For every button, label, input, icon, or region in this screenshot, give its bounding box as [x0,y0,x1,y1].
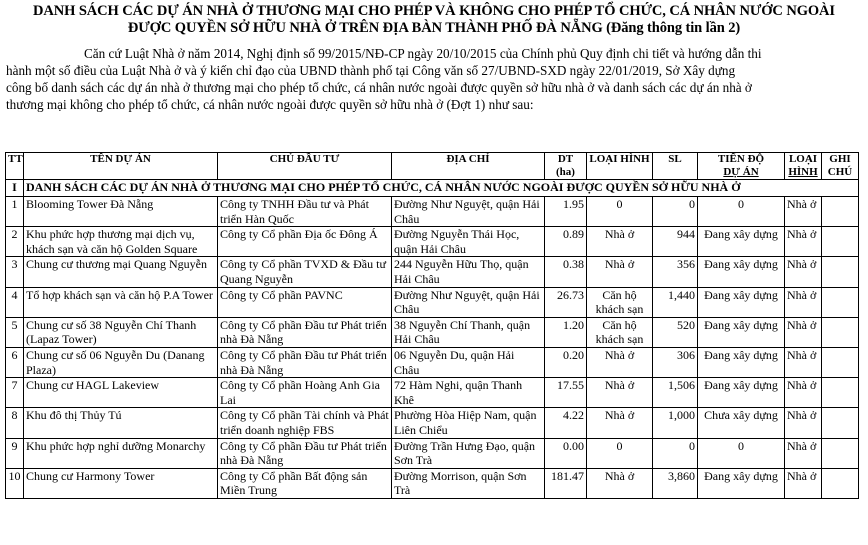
cell-progress: Đang xây dựng [698,347,785,377]
cell-tt: 6 [6,347,24,377]
cell-qty: 306 [653,347,698,377]
cell-kind: Nhà ở [785,347,822,377]
cell-progress: 0 [698,197,785,227]
cell-owner: Công ty Cổ phần Tài chính và Phát triển doanh nghiệp FBS [218,408,392,438]
cell-type: 0 [587,438,653,468]
cell-address: Đường Như Nguyệt, quận Hải Châu [392,197,545,227]
cell-owner: Công ty Cổ phần Đầu tư Phát triển nhà Đà Nẵng [218,317,392,347]
cell-type: 0 [587,197,653,227]
header-qty: SL [653,153,698,180]
cell-qty: 944 [653,227,698,257]
cell-area: 181.47 [545,468,587,498]
cell-owner: Công ty Cổ phần Đầu tư Phát triển nhà Đà Nẵng [218,438,392,468]
cell-type: Nhà ở [587,408,653,438]
cell-area: 0.00 [545,438,587,468]
cell-area: 0.38 [545,257,587,287]
header-area: DT (ha) [545,153,587,180]
section-row [6,180,859,197]
cell-name: Tổ hợp khách sạn và căn hộ P.A Tower [24,287,218,317]
cell-area: 4.22 [545,408,587,438]
intro-line-2: hành một số điều của Luật Nhà ở và ý kiến chỉ đạo của UBND thành phố tại Công văn số 27/UBND-SXD ngày 22/01/2019, Sở Xây dựng [6,63,736,78]
cell-progress: Đang xây dựng [698,227,785,257]
cell-progress: 0 [698,438,785,468]
projects-table [5,152,859,499]
cell-type: Nhà ở [587,227,653,257]
cell-qty: 0 [653,438,698,468]
cell-note [822,257,859,287]
cell-kind: Nhà ở [785,408,822,438]
cell-progress: Đang xây dựng [698,287,785,317]
cell-address: Đường Trần Hưng Đạo, quận Sơn Trà [392,438,545,468]
header-owner: CHỦ ĐẦU TƯ [218,153,392,180]
cell-name: Khu phức hợp nghỉ dưỡng Monarchy [24,438,218,468]
table-header-row [6,153,859,180]
cell-address: 72 Hàm Nghi, quận Thanh Khê [392,378,545,408]
header-name: TÊN DỰ ÁN [24,153,218,180]
header-type: LOẠI HÌNH [587,153,653,180]
header-progress: TIẾN ĐỘ DỰ ÁN [698,153,785,180]
cell-qty: 356 [653,257,698,287]
cell-progress: Đang xây dựng [698,468,785,498]
cell-area: 1.95 [545,197,587,227]
intro-line-4: thương mại không cho phép tổ chức, cá nhân nước ngoài được quyền sở hữu nhà ở (Đợt 1) như sau: [6,97,534,112]
table-row [6,197,859,227]
cell-tt: 8 [6,408,24,438]
table-row [6,408,859,438]
cell-name: Khu phức hợp thương mại dịch vụ, khách sạn và căn hộ Golden Square [24,227,218,257]
table-row [6,257,859,287]
header-kind: LOẠI HÌNH [785,153,822,180]
cell-area: 26.73 [545,287,587,317]
cell-tt: 4 [6,287,24,317]
cell-name: Khu đô thị Thủy Tú [24,408,218,438]
cell-note [822,287,859,317]
cell-kind: Nhà ở [785,378,822,408]
cell-address: Phường Hòa Hiệp Nam, quận Liên Chiểu [392,408,545,438]
cell-type: Nhà ở [587,257,653,287]
cell-name: Chung cư số 38 Nguyễn Chí Thanh (Lapaz Tower) [24,317,218,347]
table-row [6,347,859,377]
cell-kind: Nhà ở [785,197,822,227]
cell-kind: Nhà ở [785,227,822,257]
cell-address: 38 Nguyễn Chí Thanh, quận Hải Châu [392,317,545,347]
header-tt: TT [6,153,24,180]
cell-progress: Đang xây dựng [698,378,785,408]
cell-progress: Đang xây dựng [698,257,785,287]
title-line-1: DANH SÁCH CÁC DỰ ÁN NHÀ Ở THƯƠNG MẠI CHO PHÉP VÀ KHÔNG CHO PHÉP TỔ CHỨC, CÁ NHÂN NƯỚC NGOÀI [33,3,835,19]
cell-area: 1.20 [545,317,587,347]
intro-line-1: Căn cứ Luật Nhà ở năm 2014, Nghị định số 99/2015/NĐ-CP ngày 20/10/2015 của Chính phủ Quy định chi tiết và hướng dẫn thi [84,46,762,61]
table-row [6,378,859,408]
header-address: ĐỊA CHỈ [392,153,545,180]
cell-qty: 1,506 [653,378,698,408]
cell-tt: 3 [6,257,24,287]
cell-note [822,378,859,408]
cell-name: Chung cư thương mại Quang Nguyễn [24,257,218,287]
cell-kind: Nhà ở [785,438,822,468]
cell-name: Chung cư HAGL Lakeview [24,378,218,408]
cell-name: Blooming Tower Đà Nẵng [24,197,218,227]
cell-owner: Công ty Cổ phần Hoàng Anh Gia Lai [218,378,392,408]
table-row [6,317,859,347]
title-line-2: ĐƯỢC QUYỀN SỞ HỮU NHÀ Ở TRÊN ĐỊA BÀN THÀNH PHỐ ĐÀ NẴNG (Đăng thông tin lần 2) [127,20,741,36]
table-row [6,438,859,468]
cell-tt: 7 [6,378,24,408]
cell-tt: 9 [6,438,24,468]
cell-type: Nhà ở [587,347,653,377]
cell-tt: 5 [6,317,24,347]
cell-type: Nhà ở [587,378,653,408]
cell-owner: Công ty Cổ phần PAVNC [218,287,392,317]
cell-note [822,317,859,347]
cell-note [822,197,859,227]
cell-qty: 0 [653,197,698,227]
cell-note [822,468,859,498]
cell-area: 17.55 [545,378,587,408]
document-title [6,3,862,37]
cell-tt: 1 [6,197,24,227]
cell-qty: 520 [653,317,698,347]
table-row [6,227,859,257]
cell-address: 244 Nguyễn Hữu Thọ, quận Hải Châu [392,257,545,287]
cell-name: Chung cư Harmony Tower [24,468,218,498]
section-label: DANH SÁCH CÁC DỰ ÁN NHÀ Ở THƯƠNG MẠI CHO PHÉP TỔ CHỨC, CÁ NHÂN NƯỚC NGOÀI ĐƯỢC QUYỀN SỞ HỮU NHÀ Ở [24,180,859,197]
table-row [6,468,859,498]
cell-type: Căn hộ khách sạn [587,317,653,347]
cell-note [822,347,859,377]
cell-area: 0.89 [545,227,587,257]
cell-owner: Công ty Cổ phần Địa ốc Đông Á [218,227,392,257]
section-number: I [6,180,24,197]
cell-progress: Chưa xây dựng [698,408,785,438]
cell-type: Nhà ở [587,468,653,498]
cell-tt: 10 [6,468,24,498]
cell-kind: Nhà ở [785,287,822,317]
cell-qty: 1,000 [653,408,698,438]
cell-owner: Công ty Cổ phần TVXD & Đầu tư Quang Nguyễn [218,257,392,287]
cell-area: 0.20 [545,347,587,377]
cell-kind: Nhà ở [785,468,822,498]
cell-owner: Công ty Cổ phần Bất động sản Miền Trung [218,468,392,498]
cell-kind: Nhà ở [785,257,822,287]
cell-kind: Nhà ở [785,317,822,347]
table-row [6,287,859,317]
cell-address: Đường Nguyễn Thái Học, quận Hải Châu [392,227,545,257]
cell-qty: 1,440 [653,287,698,317]
cell-note [822,227,859,257]
header-note: GHI CHÚ [822,153,859,180]
intro-line-3: công bố danh sách các dự án nhà ở thương mại cho phép tổ chức, cá nhân nước ngoài được quyền sở hữu nhà ở và danh sách các dự án nhà ở [6,80,752,95]
intro-paragraph [6,45,862,113]
cell-qty: 3,860 [653,468,698,498]
cell-type: Căn hộ khách sạn [587,287,653,317]
cell-tt: 2 [6,227,24,257]
cell-address: Đường Như Nguyệt, quận Hải Châu [392,287,545,317]
cell-address: 06 Nguyễn Du, quận Hải Châu [392,347,545,377]
cell-owner: Công ty TNHH Đầu tư và Phát triển Hàn Quốc [218,197,392,227]
cell-name: Chung cư số 06 Nguyễn Du (Danang Plaza) [24,347,218,377]
cell-address: Đường Morrison, quận Sơn Trà [392,468,545,498]
cell-owner: Công ty Cổ phần Đầu tư Phát triển nhà Đà Nẵng [218,347,392,377]
cell-note [822,408,859,438]
cell-note [822,438,859,468]
cell-progress: Đang xây dựng [698,317,785,347]
